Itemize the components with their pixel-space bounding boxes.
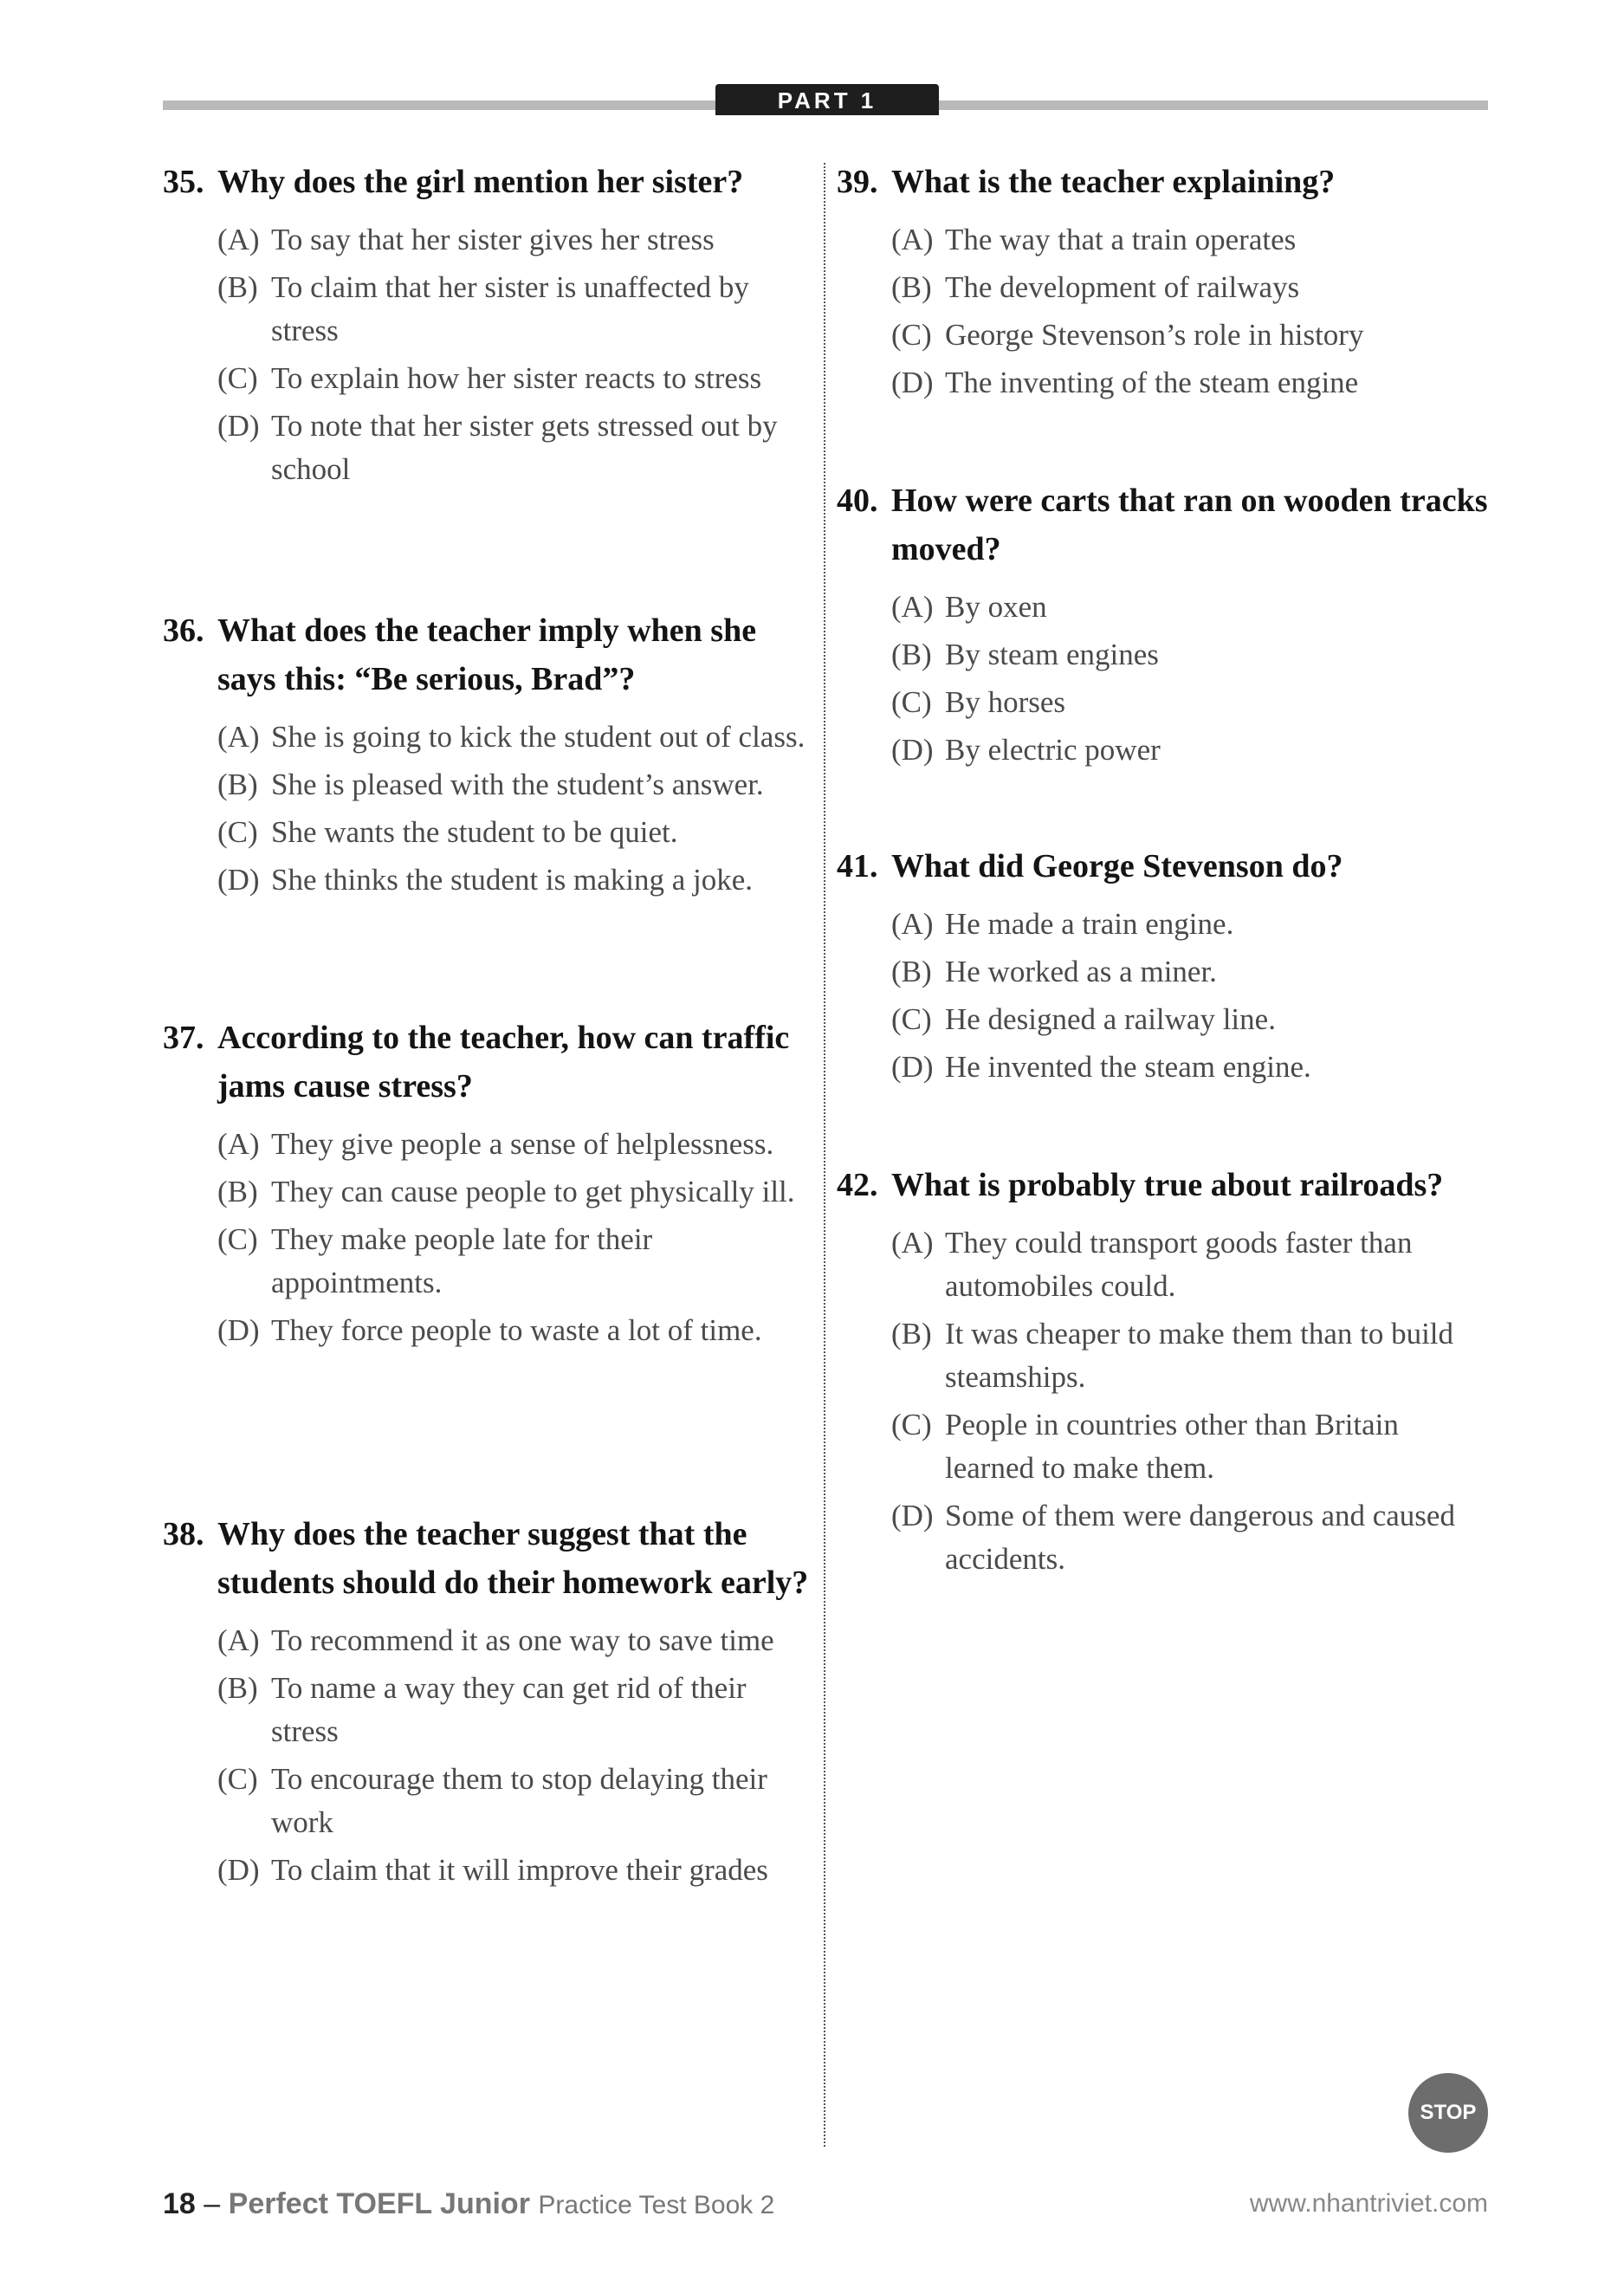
option-b[interactable] (217, 1170, 821, 1214)
option-text: They could transport goods faster than automobiles could. (945, 1226, 1413, 1303)
question-title (837, 476, 1488, 573)
option-c[interactable] (217, 357, 821, 400)
option-text: To recommend it as one way to save time (271, 1623, 774, 1657)
option-a[interactable] (891, 218, 1488, 262)
option-text: He worked as a miner. (945, 955, 1217, 988)
answer-options (837, 218, 1488, 405)
option-text: The way that a train operates (945, 223, 1297, 256)
option-text: She is going to kick the student out of class. (271, 720, 806, 754)
option-b[interactable] (891, 633, 1488, 677)
answer-options (163, 1619, 821, 1892)
option-text: To claim that her sister is unaffected by stress (271, 270, 749, 347)
option-text: The development of railways (945, 270, 1300, 304)
question-number: 39. (837, 164, 878, 200)
option-letter: (A) (891, 590, 934, 624)
option-b[interactable] (891, 1312, 1488, 1399)
option-c[interactable] (217, 1218, 821, 1305)
option-a[interactable] (217, 716, 821, 759)
answer-options (163, 1123, 821, 1352)
option-text: To name a way they can get rid of their stress (271, 1671, 747, 1748)
option-letter: (D) (217, 409, 260, 443)
option-b[interactable] (217, 266, 821, 353)
option-c[interactable] (891, 998, 1488, 1041)
option-d[interactable] (891, 729, 1488, 772)
option-c[interactable] (891, 1403, 1488, 1490)
question-35 (163, 158, 821, 496)
option-b[interactable] (217, 763, 821, 807)
question-title (837, 1161, 1488, 1209)
question-36 (163, 606, 821, 906)
question-37 (163, 1014, 821, 1357)
option-d[interactable] (891, 1494, 1488, 1581)
question-39 (837, 158, 1488, 409)
question-number: 35. (163, 164, 204, 200)
option-text: To note that her sister gets stressed out by school (271, 409, 778, 486)
option-c[interactable] (891, 314, 1488, 357)
option-letter: (A) (217, 1127, 260, 1161)
option-letter: (B) (891, 955, 932, 988)
option-letter: (A) (891, 223, 934, 256)
option-a[interactable] (217, 1123, 821, 1166)
question-text: Why does the girl mention her sister? (217, 164, 744, 200)
option-letter: (D) (891, 1050, 934, 1084)
option-letter: (D) (217, 863, 260, 897)
question-number: 41. (837, 848, 878, 884)
book-title: Perfect TOEFL Junior (228, 2187, 530, 2220)
question-number: 42. (837, 1167, 878, 1203)
question-number: 36. (163, 612, 204, 649)
option-text: By electric power (945, 733, 1161, 767)
option-letter: (D) (891, 733, 934, 767)
option-a[interactable] (891, 1221, 1488, 1308)
option-text: They give people a sense of helplessness. (271, 1127, 774, 1161)
option-text: The inventing of the steam engine (945, 366, 1359, 399)
option-b[interactable] (891, 950, 1488, 994)
option-text: It was cheaper to make them than to build steamships. (945, 1317, 1454, 1394)
question-number: 37. (163, 1020, 204, 1056)
option-d[interactable] (891, 361, 1488, 405)
answer-options (837, 1221, 1488, 1581)
option-letter: (D) (217, 1313, 260, 1347)
option-letter: (C) (891, 1408, 932, 1441)
option-text: They can cause people to get physically ill. (271, 1175, 795, 1208)
book-subtitle: Practice Test Book 2 (538, 2191, 775, 2219)
option-text: George Stevenson’s role in history (945, 318, 1364, 352)
option-a[interactable] (891, 586, 1488, 629)
option-letter: (B) (217, 768, 258, 801)
option-letter: (B) (891, 270, 932, 304)
option-letter: (D) (891, 1499, 934, 1532)
question-text: What is probably true about railroads? (891, 1167, 1444, 1203)
option-text: He invented the steam engine. (945, 1050, 1311, 1084)
part-label: PART 1 (715, 84, 939, 115)
option-text: She is pleased with the student’s answer. (271, 768, 764, 801)
option-letter: (C) (217, 815, 258, 849)
option-d[interactable] (217, 1309, 821, 1352)
option-text: By steam engines (945, 638, 1159, 671)
option-text: They force people to waste a lot of time. (271, 1313, 762, 1347)
question-text: Why does the teacher suggest that the students should do their homework early? (217, 1516, 809, 1601)
option-text: He made a train engine. (945, 907, 1234, 941)
option-d[interactable] (217, 1849, 821, 1892)
option-letter: (A) (217, 720, 260, 754)
option-text: Some of them were dangerous and caused accidents. (945, 1499, 1455, 1576)
question-text: How were carts that ran on wooden tracks moved? (891, 483, 1488, 567)
option-letter: (B) (217, 1175, 258, 1208)
question-40 (837, 476, 1488, 776)
question-title (163, 158, 821, 206)
option-text: He designed a railway line. (945, 1002, 1276, 1036)
option-letter: (C) (891, 685, 932, 719)
option-letter: (A) (217, 1623, 260, 1657)
question-text: What is the teacher explaining? (891, 164, 1336, 200)
question-41 (837, 842, 1488, 1093)
question-text: What does the teacher imply when she says this: “Be serious, Brad”? (217, 612, 757, 697)
option-text: To encourage them to stop delaying their work (271, 1762, 767, 1839)
option-text: By oxen (945, 590, 1047, 624)
option-text: They make people late for their appointments. (271, 1222, 653, 1299)
option-a[interactable] (217, 218, 821, 262)
question-42 (837, 1161, 1488, 1585)
question-title (163, 1014, 821, 1111)
stop-badge: STOP (1408, 2073, 1488, 2153)
option-letter: (B) (891, 1317, 932, 1351)
option-d[interactable] (891, 1046, 1488, 1089)
option-text: People in countries other than Britain learned to make them. (945, 1408, 1399, 1485)
question-number: 40. (837, 483, 878, 519)
footer-website: www.nhantriviet.com (1249, 2189, 1488, 2218)
option-d[interactable] (217, 858, 821, 902)
answer-options (163, 716, 821, 902)
option-letter: (A) (891, 1226, 934, 1260)
footer-separator: – (204, 2187, 221, 2220)
option-letter: (D) (217, 1853, 260, 1887)
answer-options (837, 586, 1488, 772)
option-letter: (B) (891, 638, 932, 671)
page-number: 18 (163, 2187, 196, 2220)
option-b[interactable] (891, 266, 1488, 309)
option-text: To claim that it will improve their grades (271, 1853, 768, 1887)
option-letter: (A) (891, 907, 934, 941)
option-text: To explain how her sister reacts to stress (271, 361, 762, 395)
option-text: She wants the student to be quiet. (271, 815, 678, 849)
footer-book-info (163, 2187, 774, 2221)
option-letter: (B) (217, 270, 258, 304)
option-letter: (D) (891, 366, 934, 399)
option-letter: (C) (217, 1222, 258, 1256)
question-title (163, 1510, 821, 1607)
question-title (837, 842, 1488, 891)
option-a[interactable] (891, 903, 1488, 946)
question-title (163, 606, 821, 703)
question-text: According to the teacher, how can traffic jams cause stress? (217, 1020, 790, 1105)
question-text: What did George Stevenson do? (891, 848, 1343, 884)
option-text: By horses (945, 685, 1066, 719)
option-letter: (C) (217, 1762, 258, 1796)
option-letter: (B) (217, 1671, 258, 1705)
option-text: She thinks the student is making a joke. (271, 863, 754, 897)
option-b[interactable] (217, 1667, 821, 1753)
question-number: 38. (163, 1516, 204, 1552)
answer-options (163, 218, 821, 491)
option-letter: (C) (891, 1002, 932, 1036)
option-letter: (A) (217, 223, 260, 256)
question-38 (163, 1510, 821, 1896)
answer-options (837, 903, 1488, 1089)
option-a[interactable] (217, 1619, 821, 1662)
option-c[interactable] (217, 811, 821, 854)
column-divider (824, 163, 825, 2147)
option-d[interactable] (217, 405, 821, 491)
question-title (837, 158, 1488, 206)
option-letter: (C) (217, 361, 258, 395)
option-text: To say that her sister gives her stress (271, 223, 715, 256)
option-letter: (C) (891, 318, 932, 352)
option-c[interactable] (891, 681, 1488, 724)
option-c[interactable] (217, 1758, 821, 1844)
